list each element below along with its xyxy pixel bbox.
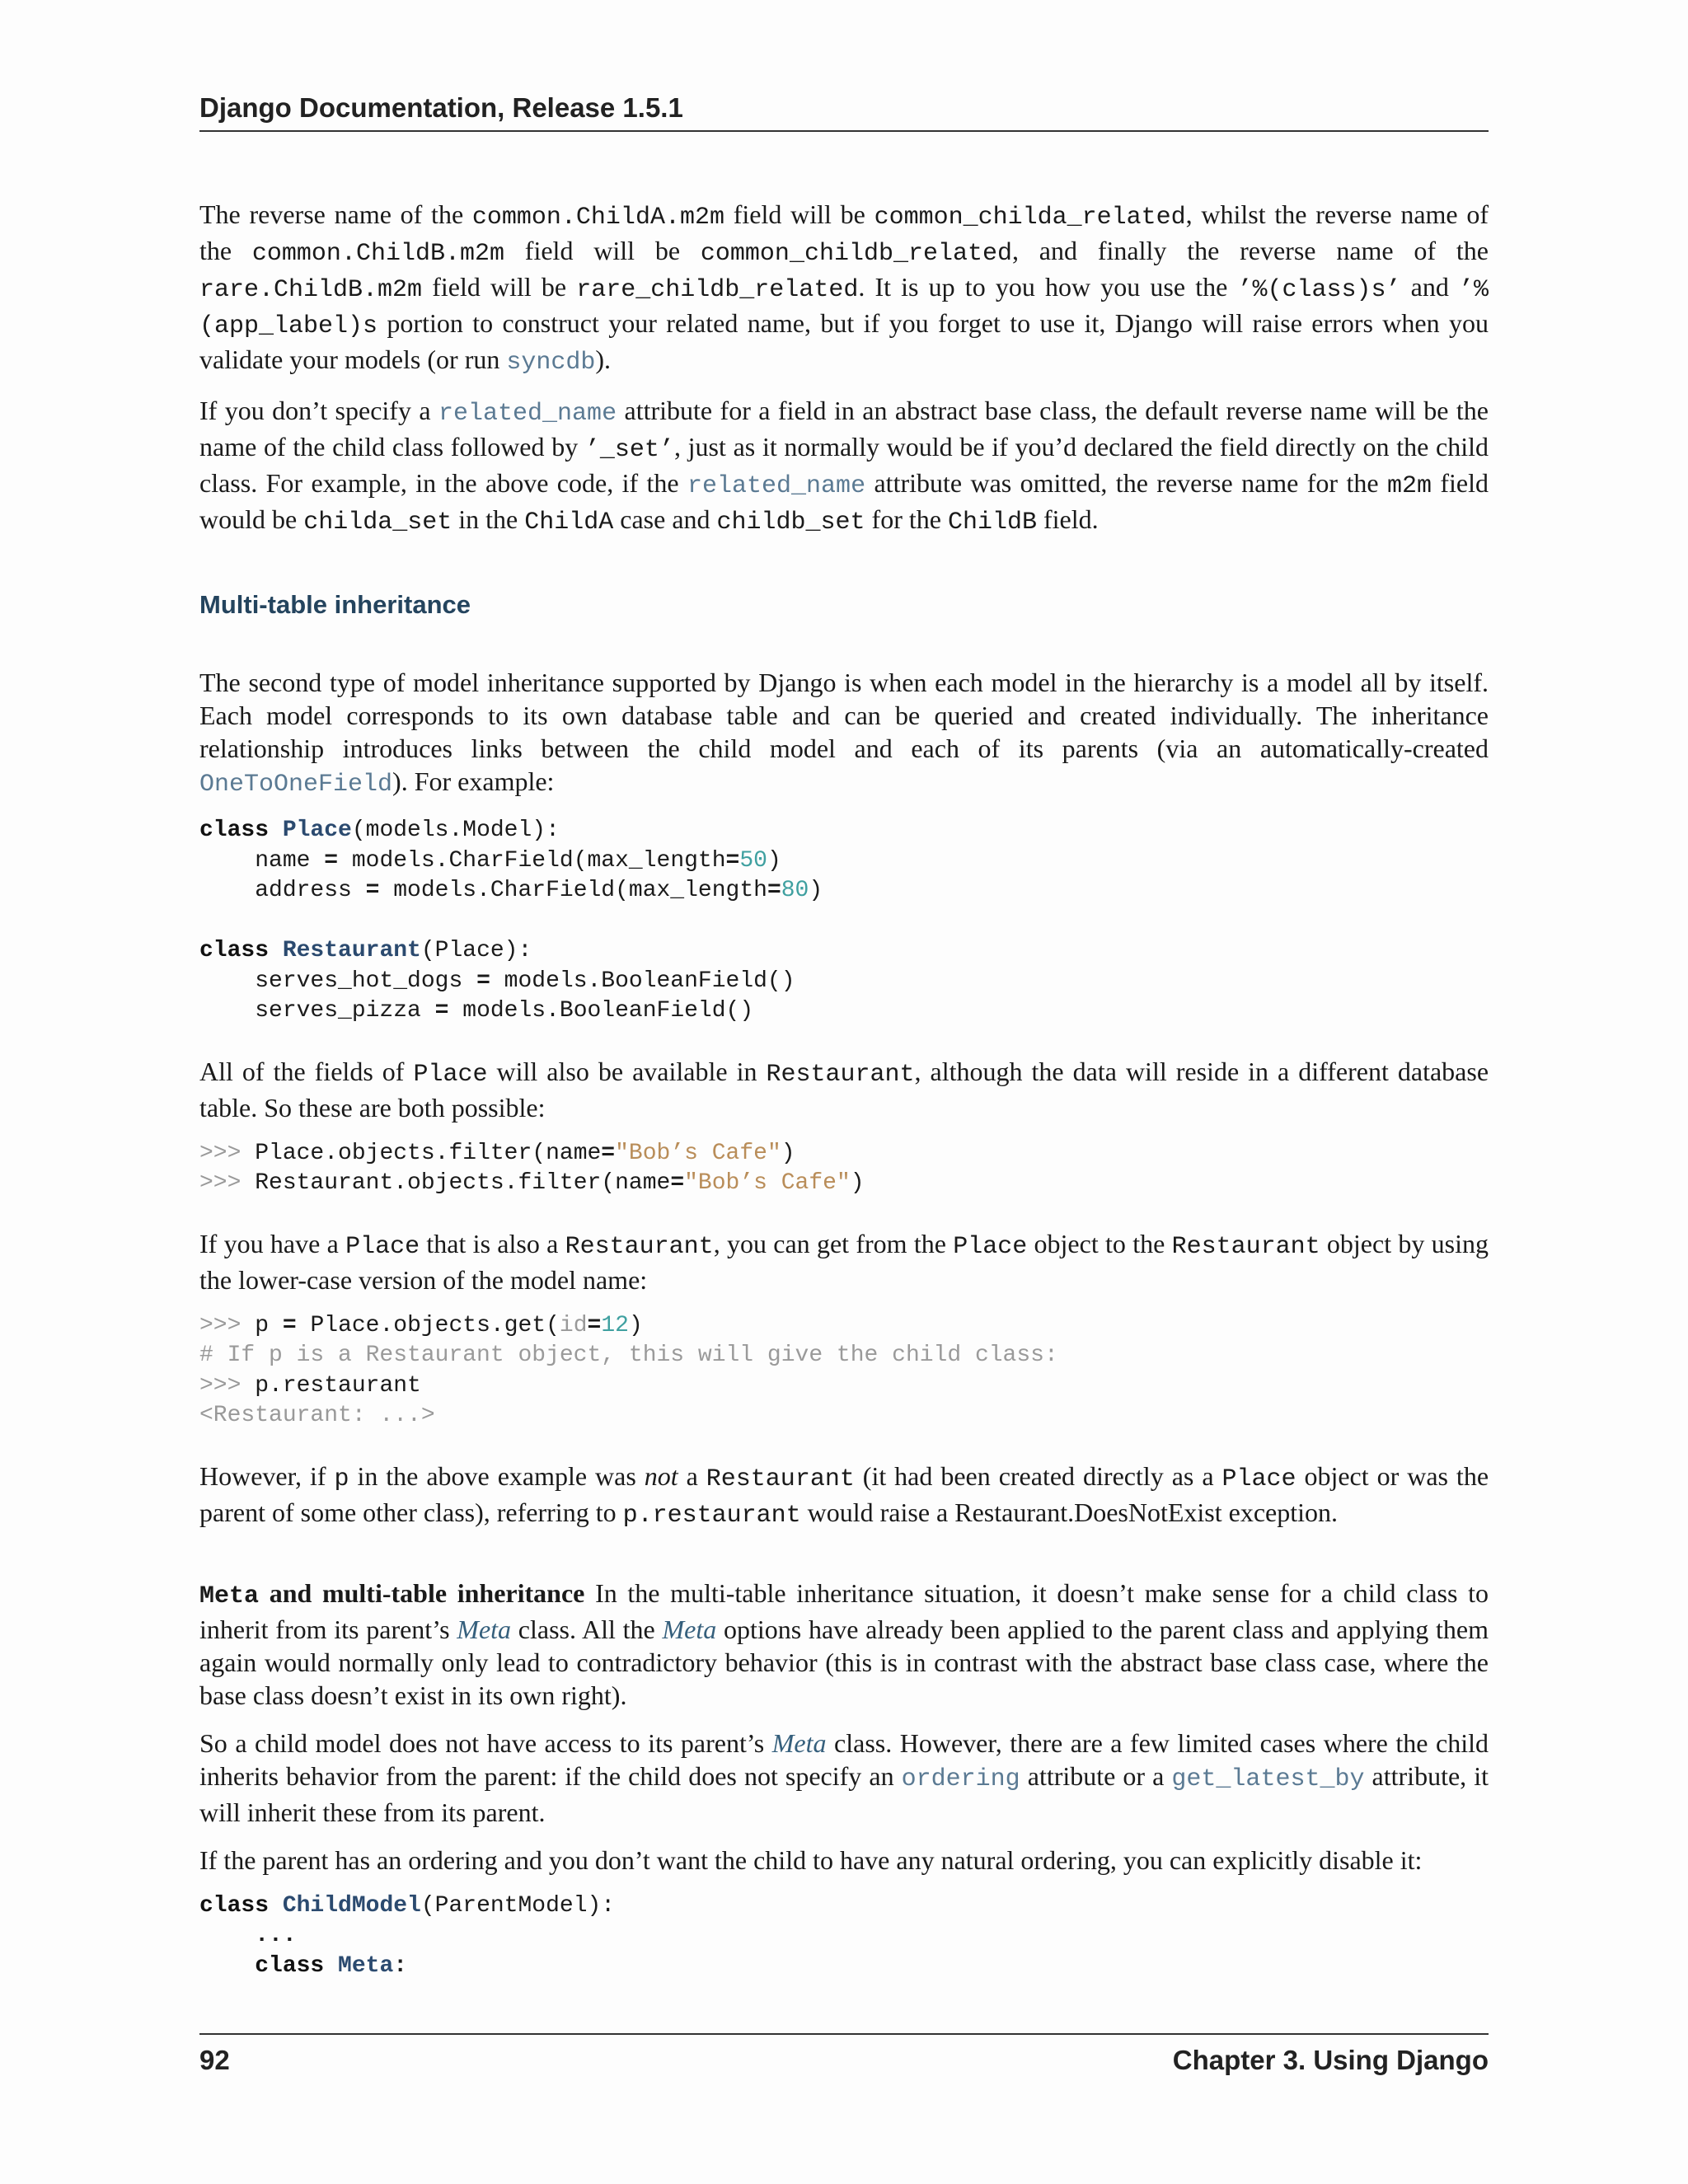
chapter-title: Chapter 3. Using Django	[1172, 2045, 1489, 2075]
operator: =	[725, 847, 740, 874]
text: options have already been applied to the parent class and applying them again would normally only lead to contradictory behavior (this is in contrast with the abstract base class case, where the base class doesn’t exist in its own right).	[199, 1614, 1489, 1710]
section-heading: Multi-table inheritance	[199, 590, 471, 619]
text: If the parent has an ordering and you don’t want the child to have any natural ordering, you can explicitly disable it:	[199, 1844, 1423, 1875]
text: and	[1400, 272, 1459, 302]
code-comment: # If p is a Restaurant object, this will give the child class:	[199, 1343, 1058, 1368]
text: , whilst the reverse name of the	[199, 199, 1489, 265]
code-block-childmodel	[199, 1891, 1489, 1982]
prompt: >>>	[199, 1140, 241, 1166]
operator: =	[670, 1170, 685, 1196]
code-output: <Restaurant: ...>	[199, 1403, 435, 1428]
paragraph-does-not-exist	[199, 1460, 1489, 1532]
operator: =	[587, 1312, 602, 1338]
code-text: )	[781, 1140, 795, 1166]
onetoonefield-link[interactable]: OneToOneField	[199, 771, 393, 799]
code-text: serves_hot_dogs	[199, 968, 477, 994]
text: So a child model does not have access to its parent’s	[199, 1727, 772, 1758]
inline-code: ChildB	[947, 509, 1037, 537]
text: In the multi-table inheritance situation, it doesn’t make sense for a child class to inherit from its parent’s	[199, 1577, 1489, 1644]
string: "Bob’s Cafe"	[615, 1140, 781, 1166]
text: that is also a	[420, 1228, 565, 1258]
text: case and	[613, 504, 717, 534]
code-text: (Place):	[420, 938, 532, 963]
code-block-get	[199, 1311, 1489, 1432]
text: field will be	[422, 272, 577, 302]
paragraph-fields-available	[199, 1055, 1489, 1124]
text: attribute for a field in an abstract base class, the default reverse name will be the name of the child class followed by	[199, 396, 1489, 462]
text: a	[678, 1460, 706, 1491]
text: will also be available in	[487, 1056, 767, 1086]
text: , just as it normally would be if you’d declared the field directly on the child class. For example, in the above code, if the	[199, 432, 1489, 498]
text: in the	[452, 504, 525, 534]
class-name: ChildModel	[282, 1892, 421, 1919]
keyword: class	[199, 938, 270, 963]
inline-code: childb_set	[716, 509, 865, 537]
code-text: serves_pizza	[199, 998, 435, 1024]
class-name: Meta	[338, 1952, 394, 1979]
text: would raise a Restaurant.DoesNotExist exception.	[800, 1497, 1339, 1527]
keyword: class	[199, 1892, 270, 1919]
indent	[199, 1953, 255, 1979]
emphasis: not	[644, 1460, 678, 1491]
inline-code: Restaurant	[565, 1232, 714, 1261]
text: The second type of model inheritance supported by Django is when each model in the hierarchy is a model all by itself. Each model corresponds to its own database table and can be queried and created individually. The inheritance relationship introduces links between the child model and each of its parents (via an automatically-created	[199, 668, 1489, 763]
inline-code: rare_childb_related	[576, 276, 859, 304]
paragraph-heading	[199, 1578, 584, 1608]
text: However, if	[199, 1460, 335, 1491]
code-text: (ParentModel):	[420, 1892, 616, 1919]
meta-link[interactable]: Meta	[771, 1727, 827, 1758]
class-name: Place	[282, 818, 352, 843]
related-name-link[interactable]: related_name	[687, 472, 866, 500]
code-block-models	[199, 816, 1489, 1027]
code-block-filter	[199, 1139, 1489, 1199]
running-footer	[199, 2033, 1489, 2076]
meta-link[interactable]: Meta	[662, 1614, 717, 1644]
text: If you have a	[199, 1228, 346, 1258]
inline-code: common_childb_related	[700, 240, 1012, 268]
inline-code: ’_set’	[584, 436, 674, 464]
code-text: Place.objects.filter(name	[241, 1140, 602, 1166]
inline-code: Place	[1221, 1465, 1296, 1493]
code-text: Restaurant.objects.filter(name	[241, 1170, 671, 1196]
inline-code: Place	[413, 1060, 488, 1089]
ordering-link[interactable]: ordering	[901, 1765, 1020, 1793]
inline-code: p.restaurant	[622, 1501, 801, 1530]
paragraph-disable-ordering	[199, 1844, 1489, 1877]
text: object or was the parent of some other class), referring to	[199, 1460, 1489, 1527]
paragraph-lowercase-access	[199, 1227, 1489, 1296]
page-content	[199, 198, 1489, 2009]
text: ). For example:	[392, 766, 555, 796]
inline-code: Place	[345, 1232, 420, 1261]
inline-code: Place	[953, 1232, 1028, 1261]
inline-code: common.ChildA.m2m	[471, 204, 724, 232]
text: , and finally the reverse name of the	[1011, 236, 1489, 265]
string: "Bob’s Cafe"	[684, 1170, 851, 1196]
text: If you don’t specify a	[199, 396, 439, 425]
number: 80	[781, 878, 809, 903]
related-name-link[interactable]: related_name	[438, 400, 617, 428]
text: All of the fields of	[199, 1056, 414, 1086]
text: The reverse name of the	[199, 199, 472, 229]
code-text: Place.objects.get(	[296, 1312, 560, 1338]
inline-code: m2m	[1386, 472, 1432, 500]
paragraph-meta-multi-table	[199, 1577, 1489, 1712]
running-header: Django Documentation, Release 1.5.1	[199, 92, 1489, 132]
text: for the	[865, 504, 948, 534]
inline-code: ’%(class)s’	[1237, 276, 1401, 304]
code-text: ...	[199, 1923, 297, 1948]
class-name: Restaurant	[282, 938, 421, 963]
keyword: class	[199, 818, 270, 843]
paragraph-child-inherits	[199, 1727, 1489, 1829]
paragraph-multi-table-intro	[199, 666, 1489, 801]
prompt: >>>	[199, 1170, 241, 1196]
code-text: address	[199, 878, 366, 903]
inline-code: ’%(app_label)s	[199, 276, 1489, 340]
operator: =	[434, 998, 449, 1024]
text: attribute or a	[1020, 1760, 1172, 1791]
text: attribute was omitted, the reverse name for the	[865, 468, 1387, 498]
code-text: models.BooleanField()	[448, 998, 754, 1024]
keyword-arg: id	[559, 1312, 588, 1338]
text: field will be	[724, 199, 874, 229]
get-latest-by-link[interactable]: get_latest_by	[1171, 1765, 1365, 1793]
code-text: models.CharField(max_length	[379, 878, 767, 903]
text: ).	[595, 344, 612, 374]
paragraph-reverse-names	[199, 198, 1489, 379]
text: field will be	[504, 236, 701, 265]
text: object by using the lower-case version of the model name:	[199, 1228, 1489, 1295]
text: portion to construct your related name, but if you forget to use it, Django will raise errors when you validate your models (or run	[199, 308, 1489, 374]
text: object to the	[1027, 1228, 1172, 1258]
operator: =	[324, 847, 339, 874]
code-text: )	[628, 1312, 643, 1338]
operator: =	[767, 878, 781, 903]
text: class. All the	[511, 1614, 663, 1644]
text: attribute, it will inherit these from its parent.	[199, 1760, 1489, 1827]
code-text: (models.Model):	[351, 818, 560, 843]
operator: =	[601, 1140, 616, 1166]
text: . It is up to you how you use the	[858, 272, 1238, 302]
inline-code: Restaurant	[706, 1465, 855, 1493]
inline-code: childa_set	[303, 509, 452, 537]
number: 50	[739, 847, 767, 874]
operator: =	[282, 1312, 297, 1338]
text: field.	[1036, 504, 1099, 534]
syncdb-link[interactable]: syncdb	[506, 349, 596, 377]
text: field would be	[199, 468, 1489, 534]
inline-code: Meta	[199, 1582, 260, 1610]
code-text: )	[850, 1170, 865, 1196]
inline-code: rare.ChildB.m2m	[199, 276, 423, 304]
text: class. However, there are a few limited cases where the child inherits behavior from the parent: if the child does not specify an	[199, 1727, 1489, 1791]
inline-code: Restaurant	[766, 1060, 915, 1089]
text: , although the data will reside in a different database table. So these are both possible:	[199, 1056, 1489, 1122]
text: and multi-table inheritance	[259, 1577, 585, 1608]
paragraph-related-name-default	[199, 394, 1489, 539]
operator: =	[365, 878, 380, 903]
code-text: )	[767, 847, 781, 874]
meta-link[interactable]: Meta	[457, 1614, 512, 1644]
text: , you can get from the	[713, 1228, 954, 1258]
code-text: )	[809, 878, 823, 903]
keyword: class	[255, 1952, 325, 1979]
code-text: models.CharField(max_length	[338, 847, 726, 874]
inline-code: common_childa_related	[874, 204, 1186, 232]
inline-code: common.ChildB.m2m	[251, 240, 504, 268]
inline-code: p	[334, 1465, 349, 1493]
code-text: p	[241, 1312, 283, 1338]
code-text: models.BooleanField()	[490, 968, 795, 994]
operator: :	[393, 1952, 408, 1979]
prompt: >>>	[199, 1372, 241, 1399]
code-text: name	[199, 847, 325, 874]
page-number: 92	[199, 2045, 230, 2075]
prompt: >>>	[199, 1312, 241, 1338]
operator: =	[476, 968, 490, 994]
text: in the above example was	[349, 1460, 645, 1491]
number: 12	[601, 1312, 629, 1338]
inline-code: ChildA	[524, 509, 614, 537]
code-text: p.restaurant	[241, 1372, 421, 1399]
inline-code: Restaurant	[1171, 1232, 1320, 1261]
text: (it had been created directly as a	[854, 1460, 1222, 1491]
